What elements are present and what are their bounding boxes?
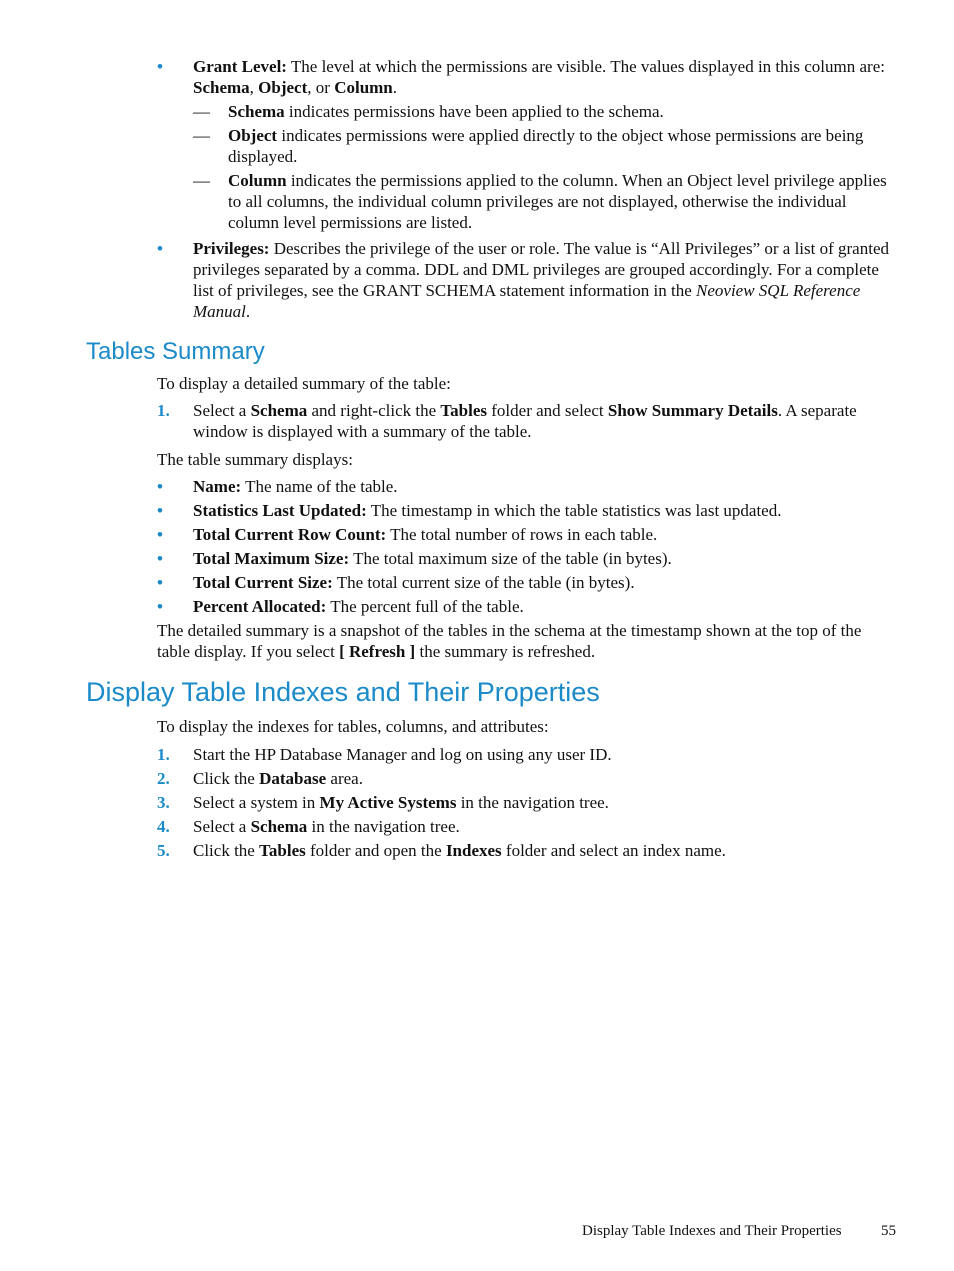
grant-level-text: The level at which the permissions are visible. The values displayed in this column are: [286, 57, 885, 76]
refresh-label: [ Refresh ] [339, 642, 416, 661]
grant-level-label: Grant Level: [193, 57, 287, 76]
step-body [193, 744, 899, 765]
step-text: folder and select [487, 401, 608, 420]
grant-level-value-object: Object [258, 78, 308, 97]
display-indexes-intro: To display the indexes for tables, columns, and attributes: [157, 717, 549, 736]
step-text: Select a system in [193, 793, 320, 812]
item-label: Total Current Size: [193, 573, 333, 592]
step-bold: Indexes [445, 841, 502, 860]
subitem-body [228, 170, 899, 233]
subitem-body [228, 125, 899, 167]
step-text: and right-click the [307, 401, 441, 420]
item-text: The total maximum size of the table (in bytes). [349, 549, 672, 568]
tables-summary-displays-intro: The table summary displays: [157, 450, 353, 469]
item-text: The total number of rows in each table. [386, 525, 658, 544]
step-text: Click the [193, 841, 260, 860]
item-text: The percent full of the table. [326, 597, 524, 616]
step-number: 3. [157, 793, 170, 812]
item-label: Statistics Last Updated: [193, 501, 367, 520]
sentence-end: . [245, 302, 251, 321]
step-bold: Schema [250, 401, 308, 420]
bullet-body [193, 238, 899, 322]
subitem-text: indicates the permissions applied to the column. When an Object level privilege applies to all columns, the individual column privileges are not displayed, otherwise the individual column level permissions are listed. [228, 171, 887, 232]
step-bold: Database [259, 769, 327, 788]
dash-marker: — [193, 102, 210, 121]
dash-marker: — [193, 171, 210, 190]
step-text: Select a [193, 401, 251, 420]
step-body [193, 400, 899, 442]
subitem-label: Object [228, 126, 278, 145]
bullet-marker: • [157, 239, 163, 258]
step-bold: Tables [259, 841, 306, 860]
grant-level-value-schema: Schema [193, 78, 250, 97]
step-text: Select a [193, 817, 251, 836]
item-text: The name of the table. [241, 477, 398, 496]
step-number: 5. [157, 841, 170, 860]
bullet-marker: • [157, 477, 163, 496]
item-label: Total Maximum Size: [193, 549, 350, 568]
step-body [193, 792, 899, 813]
step-body [193, 768, 899, 789]
bullet-marker: • [157, 501, 163, 520]
step-text: folder and select an index name. [501, 841, 726, 860]
sentence-end: . [392, 78, 398, 97]
tables-summary-closing [157, 620, 897, 662]
step-bold: Tables [440, 401, 488, 420]
item-label: Percent Allocated: [193, 597, 327, 616]
step-text: Click the [193, 769, 260, 788]
footer-section-title: Display Table Indexes and Their Properties [582, 1223, 842, 1239]
privileges-text: Describes the privilege of the user or role. The value is “All Privileges” or a list of granted privileges separated by a comma. DDL and DML privileges are grouped accordingly. For a complete list of privileges, see the GRANT SCHEMA statement information in the [193, 239, 889, 300]
step-text: Start the HP Database Manager and log on using any user ID. [193, 745, 612, 764]
item-label: Total Current Row Count: [193, 525, 387, 544]
bullet-body [193, 548, 899, 569]
item-label: Name: [193, 477, 242, 496]
subitem-label: Column [228, 171, 287, 190]
bullet-body [193, 476, 899, 497]
privileges-label: Privileges: [193, 239, 270, 258]
step-number: 2. [157, 769, 170, 788]
section-heading-display-indexes: Display Table Indexes and Their Properties [86, 677, 600, 707]
bullet-marker: • [157, 549, 163, 568]
bullet-marker: • [157, 573, 163, 592]
item-text: The total current size of the table (in bytes). [332, 573, 635, 592]
step-number: 4. [157, 817, 170, 836]
subitem-text: indicates permissions have been applied to the schema. [284, 102, 664, 121]
step-body [193, 816, 899, 837]
bullet-marker: • [157, 525, 163, 544]
step-bold: Schema [250, 817, 308, 836]
bullet-marker: • [157, 57, 163, 76]
step-text: area. [326, 769, 363, 788]
subitem-body [228, 101, 899, 122]
separator: , [249, 78, 259, 97]
section-heading-tables-summary: Tables Summary [86, 338, 265, 365]
step-text: . A separate window is displayed with a summary of the table. [193, 401, 857, 441]
step-bold: Show Summary Details [607, 401, 778, 420]
bullet-body [193, 596, 899, 617]
grant-level-value-column: Column [334, 78, 393, 97]
bullet-marker: • [157, 597, 163, 616]
closing-text: the summary is refreshed. [415, 642, 596, 661]
bullet-body [193, 524, 899, 545]
step-text: in the navigation tree. [307, 817, 460, 836]
subitem-text: indicates permissions were applied directly to the object whose permissions are being displayed. [228, 126, 864, 166]
separator: , or [307, 78, 335, 97]
step-text: in the navigation tree. [456, 793, 609, 812]
bullet-body [193, 500, 899, 521]
step-text: folder and open the [305, 841, 446, 860]
tables-summary-intro: To display a detailed summary of the table: [157, 374, 451, 393]
footer-page-number: 55 [881, 1223, 896, 1239]
closing-text: The detailed summary is a snapshot of the tables in the schema at the timestamp shown at the top of the table display. If you select [157, 621, 862, 661]
step-bold: My Active Systems [319, 793, 457, 812]
bullet-body [193, 56, 899, 98]
step-number: 1. [157, 401, 170, 420]
subitem-label: Schema [228, 102, 285, 121]
dash-marker: — [193, 126, 210, 145]
step-number: 1. [157, 745, 170, 764]
bullet-body [193, 572, 899, 593]
manual-title: Neoview SQL Reference Manual [193, 281, 861, 321]
step-body [193, 840, 899, 861]
item-text: The timestamp in which the table statistics was last updated. [366, 501, 782, 520]
